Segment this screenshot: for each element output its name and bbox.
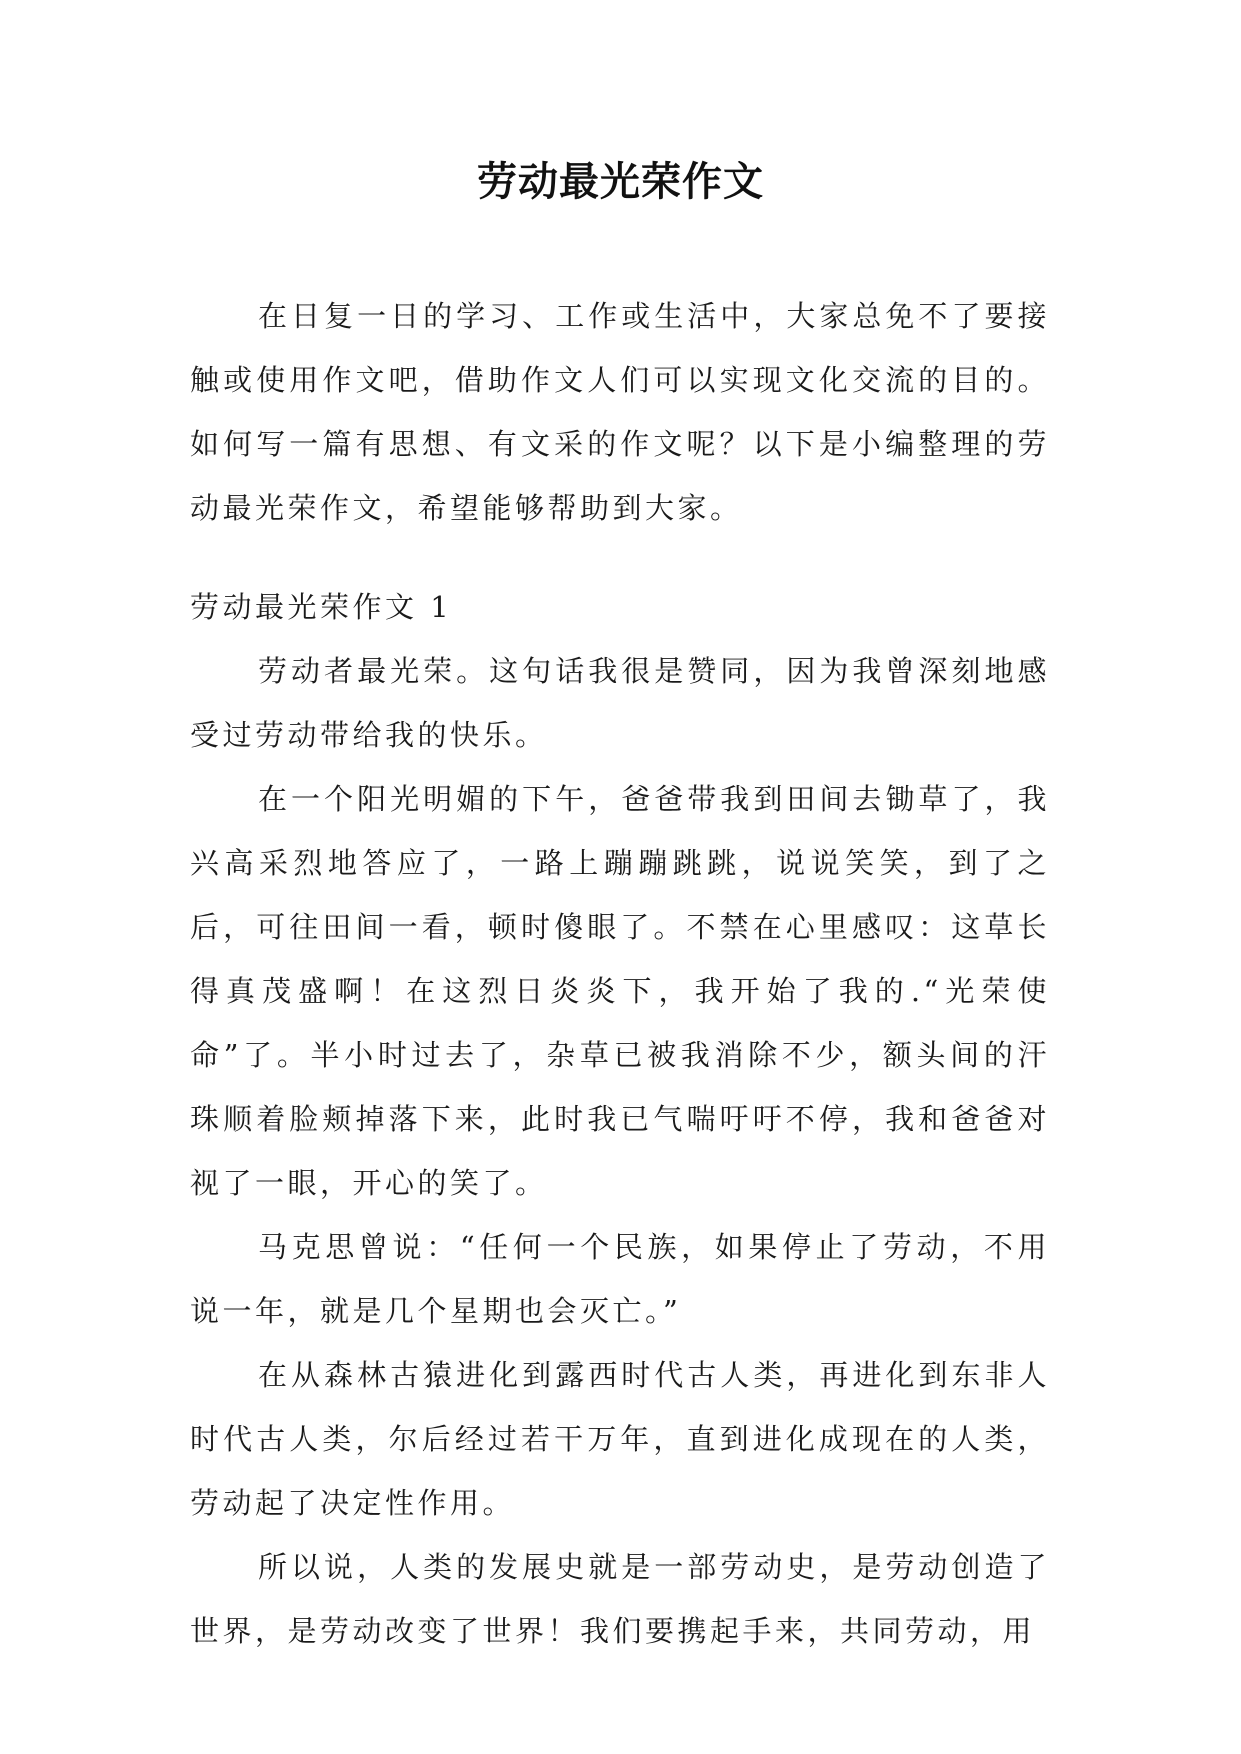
intro-block: [190, 284, 1050, 540]
paragraph-5: 所以说，人类的发展史就是一部劳动史，是劳动创造了世界，是劳动改变了世界！我们要携起手来，共同劳动，用: [190, 1550, 1050, 1648]
intro-paragraph: 在日复一日的学习、工作或生活中，大家总免不了要接触或使用作文吧，借助作文人们可以实现文化交流的目的。如何写一篇有思想、有文采的作文呢？以下是小编整理的劳动最光荣作文，希望能够帮助到大家。: [190, 299, 1050, 525]
paragraph-1: 劳动者最光荣。这句话我很是赞同，因为我曾深刻地感受过劳动带给我的快乐。: [190, 654, 1050, 752]
paragraph-3: 马克思曾说：“任何一个民族，如果停止了劳动，不用说一年，就是几个星期也会灭亡。”: [190, 1230, 1050, 1328]
article-section: [190, 575, 1050, 1663]
paragraph-2: 在一个阳光明媚的下午，爸爸带我到田间去锄草了，我兴高采烈地答应了，一路上蹦蹦跳跳，说说笑笑，到了之后，可往田间一看，顿时傻眼了。不禁在心里感叹：这草长得真茂盛啊！在这烈日炎炎下，我开始了我的.“光荣使命”了。半小时过去了，杂草已被我消除不少，额头间的汗珠顺着脸颊掉落下来，此时我已气喘吁吁不停，我和爸爸对视了一眼，开心的笑了。: [190, 782, 1050, 1200]
section-heading: 劳动最光荣作文 1: [190, 590, 453, 624]
paragraph-4: 在从森林古猿进化到露西时代古人类，再进化到东非人时代古人类，尔后经过若干万年，直到进化成现在的人类，劳动起了决定性作用。: [190, 1358, 1050, 1520]
document-title: 劳动最光荣作文: [477, 159, 764, 205]
